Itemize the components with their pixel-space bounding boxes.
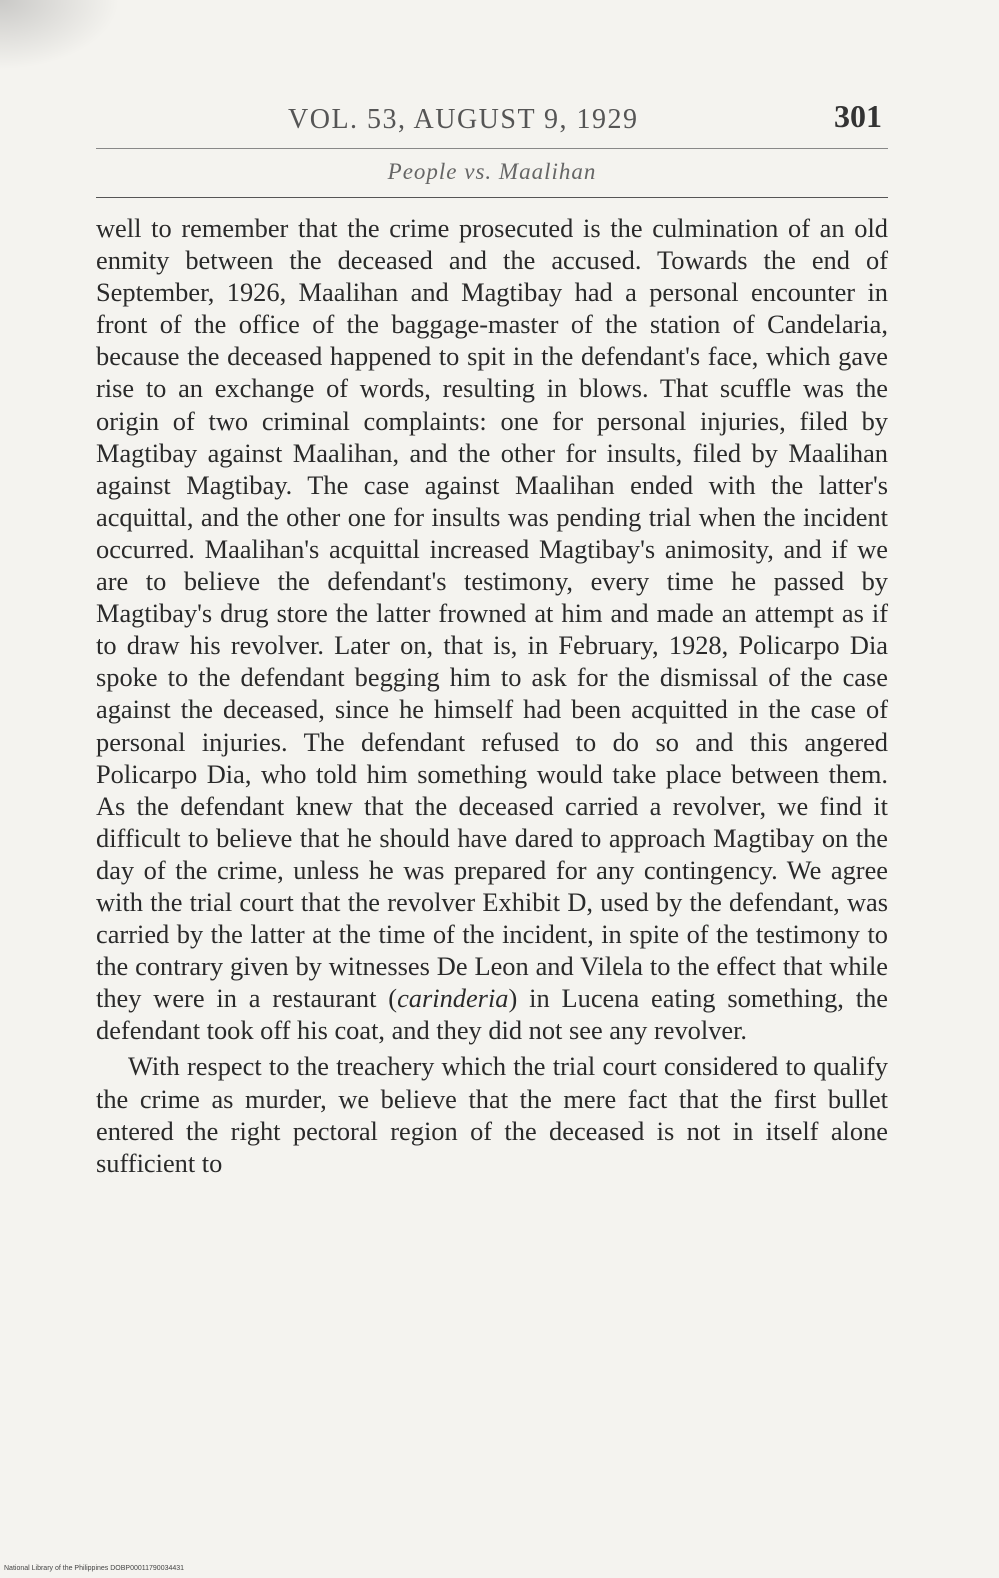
paragraph-1-end: ) in Lucena eating something, the defendant took off his coat, and they did not see any revolver.: [96, 983, 888, 1046]
italic-term: carinderia: [397, 983, 509, 1014]
paragraph-1-text: well to remember that the crime prosecuted is the culmination of an old enmity between the deceased and the accused. Towards the end of September, 1926, Maalihan and Magtibay had a personal encounter in front of the office of the baggage-master of the station of Candelaria, because the deceased happened to spit in the defendant's face, which gave rise to an exchange of words, resulting in blows. That scuffle was the origin of two criminal complaints: one for personal injuries, filed by Magtibay against Maalihan, and the other for insults, filed by Maalihan against Magtibay. The case against Maalihan ended with the latter's acquittal, and the other one for insults was pending trial when the incident occurred. Maalihan's acquittal increased Magtibay's animosity, and if we are to believe the defendant's testimony, every time he passed by Magtibay's drug store the latter frowned at him and made an attempt as if to draw his revolver. Later on, that is, in February, 1928, Policarpo Dia spoke to the defendant begging him to ask for the dismissal of the case against the deceased, since he himself had been acquitted in the case of personal injuries. The defendant refused to do so and this angered Policarpo Dia, who told him something would take place between them. As the defendant knew that the deceased carried a revolver, we find it difficult to believe that he should have dared to approach Magtibay on the day of the crime, unless he was prepared for any contingency. We agree with the trial court that the revolver Exhibit D, used by the defendant, was carried by the latter at the time of the incident, in spite of the testimony to the contrary given by witnesses De Leon and Vilela to the effect that while they were in a restaurant (: [96, 213, 888, 1014]
page-header: [96, 96, 888, 144]
title-rule: [96, 197, 888, 198]
body-text: [96, 212, 888, 1179]
scan-shadow: [0, 0, 120, 70]
paragraph-2: With respect to the treachery which the trial court considered to qualify the crime as murder, we believe that the mere fact that the first bullet entered the right pectoral region of the deceased is not in itself alone sufficient to: [96, 1051, 888, 1178]
case-title: People vs. Maalihan: [387, 159, 597, 184]
paragraph-1: [96, 212, 888, 1046]
document-page: [96, 96, 888, 1179]
library-footer: National Library of the Philippines DOBP00011790034431: [4, 1565, 185, 1572]
running-head: VOL. 53, AUGUST 9, 1929: [288, 104, 639, 135]
header-rule: [96, 148, 888, 149]
page-number: 301: [834, 98, 882, 134]
